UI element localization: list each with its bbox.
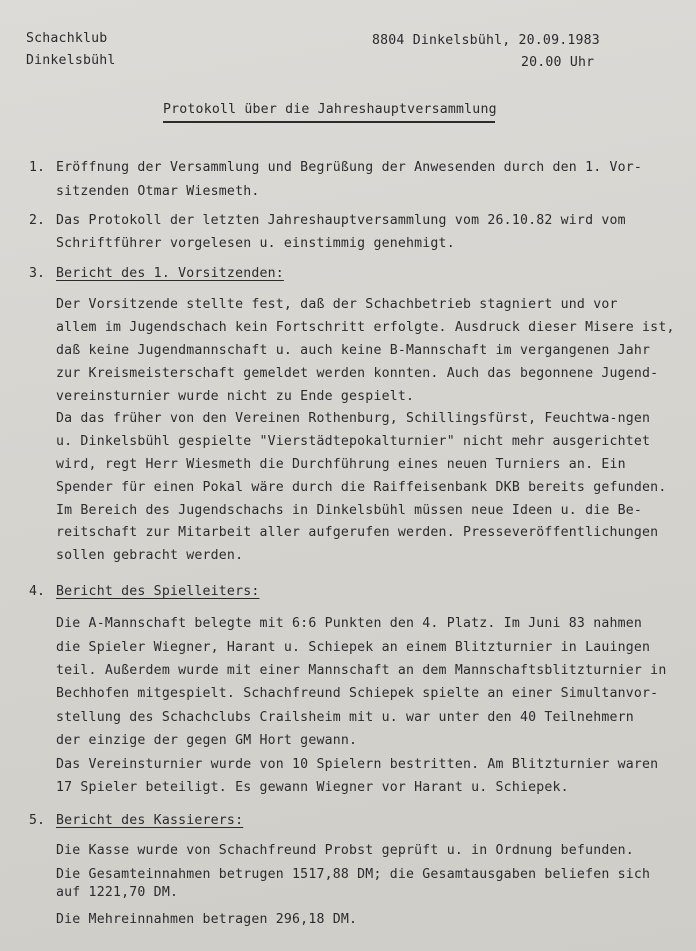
item-text-line: u. Dinkelsbühl gespielte "Vierstädtepokalturnier" nicht mehr ausgerichtet (56, 434, 651, 449)
item-text-line: auf 1221,70 DM. (56, 885, 179, 900)
item-text-line: vereinsturnier wurde nicht zu Ende gespielt. (56, 389, 415, 404)
item-text-line: Die Mehreinnahmen betragen 296,18 DM. (56, 912, 358, 927)
item-text-line: Das Protokoll der letzten Jahreshauptversammlung vom 26.10.82 wird vom (56, 213, 626, 228)
document-title: Protokoll über die Jahreshauptversammlung (163, 102, 497, 117)
item-text-line: Die Gesamteinnahmen betrugen 1517,88 DM; die Gesamtausgaben beliefen sich (56, 867, 651, 882)
item-text-line: reitschaft zur Mitarbeit aller aufgerufen werden. Presseveröffentlichungen (56, 525, 659, 540)
item-text-line: Eröffnung der Versammlung und Begrüßung der Anwesenden durch den 1. Vor- (56, 160, 643, 175)
item-number: 2. (29, 213, 45, 228)
item-text-line: sollen gebracht werden. (56, 548, 244, 563)
item-text-line: Spender für einen Pokal wäre durch die Raiffeisenbank DKB bereits gefunden. (56, 480, 667, 495)
place-date: 8804 Dinkelsbühl, 20.09.1983 (372, 33, 600, 48)
item-text-line: 17 Spieler beteiligt. Es gewann Wiegner vor Harant u. Schiepek. (56, 780, 569, 795)
item-text-line: daß keine Jugendmannschaft u. auch keine B-Mannschaft im vergangenen Jahr (56, 343, 651, 358)
item-text-line: wird, regt Herr Wiesmeth die Durchführung eines neuen Turniers an. Ein (56, 457, 626, 472)
item-number: 1. (29, 160, 45, 175)
item-text-line: Schriftführer vorgelesen u. einstimmig genehmigt. (56, 236, 455, 251)
meeting-time: 20.00 Uhr (521, 55, 595, 70)
item-number: 4. (29, 584, 45, 599)
item-text-line: Im Bereich des Jugendschachs in Dinkelsbühl müssen neue Ideen u. die Be- (56, 503, 643, 518)
item-text-line: Bechhofen mitgespielt. Schachfreund Schiepek spielte an einer Simultanvor- (56, 686, 659, 701)
item-number: 3. (29, 266, 45, 281)
item-text-line: zur Kreismeisterschaft gemeldet werden konnten. Auch das begonnene Jugend- (56, 366, 659, 381)
section-heading: Bericht des Kassierers: (56, 813, 244, 828)
org-name-line1: Schachklub (26, 31, 108, 46)
section-heading: Bericht des 1. Vorsitzenden: (56, 266, 284, 281)
item-text-line: Der Vorsitzende stellte fest, daß der Schachbetrieb stagniert und vor (56, 297, 618, 312)
item-text-line: sitzenden Otmar Wiesmeth. (56, 184, 260, 199)
title-underline (163, 121, 495, 123)
item-text-line: stellung des Schachclubs Crailsheim mit u. war unter den 40 Teilnehmern (56, 710, 634, 725)
item-text-line: die Spieler Wiegner, Harant u. Schiepek an einem Blitzturnier in Lauingen (56, 640, 651, 655)
item-text-line: Das Vereinsturnier wurde von 10 Spielern bestritten. Am Blitzturnier waren (56, 757, 659, 772)
item-text-line: der einzige der gegen GM Hort gewann. (56, 733, 358, 748)
item-number: 5. (29, 813, 45, 828)
section-heading: Bericht des Spielleiters: (56, 584, 260, 599)
item-text-line: Die A-Mannschaft belegte mit 6:6 Punkten den 4. Platz. Im Juni 83 nahmen (56, 616, 643, 631)
item-text-line: Die Kasse wurde von Schachfreund Probst geprüft u. in Ordnung befunden. (56, 843, 634, 858)
org-name-line2: Dinkelsbühl (26, 53, 116, 68)
item-text-line: Da das früher von den Vereinen Rothenburg, Schillingsfürst, Feuchtwa-ngen (56, 411, 651, 426)
item-text-line: teil. Außerdem wurde mit einer Mannschaft an dem Mannschaftsblitzturnier in (56, 663, 667, 678)
item-text-line: allem im Jugendschach kein Fortschritt erfolgte. Ausdruck dieser Misere ist, (56, 320, 675, 335)
